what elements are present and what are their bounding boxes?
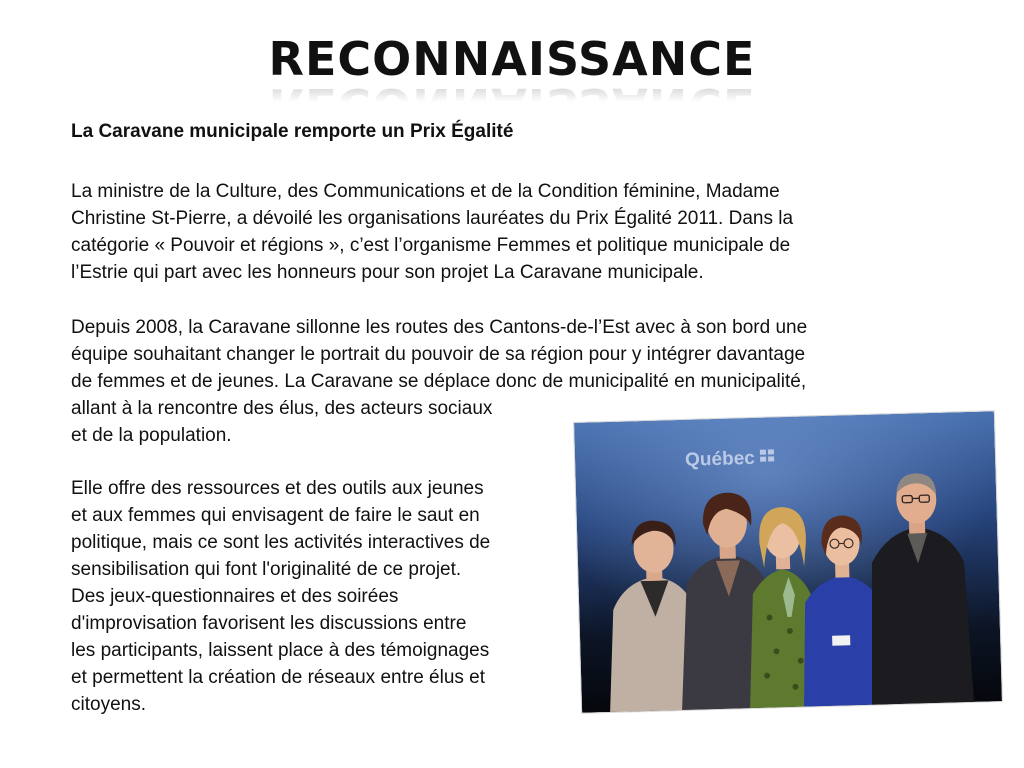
- article-headline: La Caravane municipale remporte un Prix Égalité: [71, 121, 514, 142]
- paragraph-3-line-1: Elle offre des ressources et des outils aux jeunes: [71, 478, 484, 499]
- paragraph-2-line-2: équipe souhaitant changer le portrait du pouvoir de sa région pour y intégrer davantage: [71, 344, 806, 365]
- award-photo-illustration: [574, 411, 1002, 713]
- paragraph-3-line-5: Des jeux-questionnaires et des soirées: [71, 586, 399, 607]
- paragraph-1-line-3: catégorie « Pouvoir et régions », c’est l’organisme Femmes et politique municipale de: [71, 235, 791, 256]
- paragraph-1-line-2: Christine St-Pierre, a dévoilé les organisations lauréates du Prix Égalité 2011. Dans la: [71, 208, 794, 229]
- paragraph-2-line-3: de femmes et de jeunes. La Caravane se déplace donc de municipalité en municipalité,: [71, 371, 807, 392]
- paragraph-2-line-4: allant à la rencontre des élus, des acteurs sociaux: [71, 398, 493, 419]
- paragraph-3-line-8: et permettent la création de réseaux entre élus et: [71, 667, 486, 688]
- paragraph-1-line-1: La ministre de la Culture, des Communications et de la Condition féminine, Madame: [71, 181, 780, 202]
- paragraph-3-line-6: d'improvisation favorisent les discussions entre: [71, 613, 467, 634]
- quebec-backdrop-logo: Québec: [684, 447, 756, 471]
- name-badge: [832, 635, 850, 645]
- paragraph-1-line-4: l’Estrie qui part avec les honneurs pour son projet La Caravane municipale.: [71, 262, 704, 283]
- paragraph-2-line-1: Depuis 2008, la Caravane sillonne les routes des Cantons-de-l’Est avec à son bord une: [71, 317, 808, 338]
- paragraph-3-line-9: citoyens.: [71, 694, 146, 715]
- slide-title: RECONNAISSANCE: [268, 32, 756, 86]
- paragraph-3-line-4: sensibilisation qui font l'originalité de ce projet.: [71, 559, 462, 580]
- award-photo: [574, 411, 1002, 713]
- paragraph-3-line-7: les participants, laissent place à des témoignages: [71, 640, 490, 661]
- paragraph-3-line-2: et aux femmes qui envisagent de faire le saut en: [71, 505, 480, 526]
- paragraph-3-line-3: politique, mais ce sont les activités interactives de: [71, 532, 491, 553]
- paragraph-2-line-5: et de la population.: [71, 425, 232, 446]
